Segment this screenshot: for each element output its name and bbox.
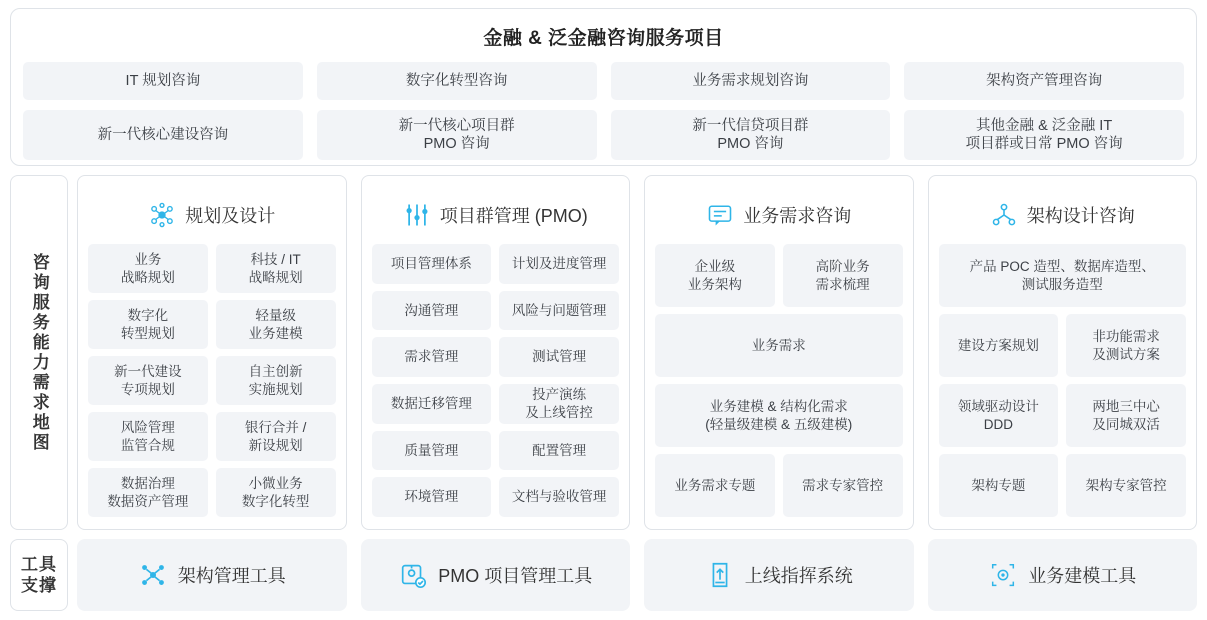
capability-cell: 项目管理体系 <box>372 244 492 284</box>
grid-row <box>88 244 336 293</box>
sliders-icon <box>403 201 431 229</box>
column-header <box>655 186 903 244</box>
capability-cell: 小微业务 数字化转型 <box>216 468 336 517</box>
capability-cell: 领域驱动设计 DDD <box>939 384 1059 447</box>
column-title: 业务需求咨询 <box>743 206 852 226</box>
top-row-2 <box>23 110 1184 160</box>
column-grid <box>372 244 620 517</box>
capability-cell: 投产演练 及上线管控 <box>499 384 619 424</box>
grid-row <box>372 384 620 424</box>
grid-row <box>372 337 620 377</box>
pmo-tool-icon <box>398 560 428 590</box>
capability-cell: 业务需求 <box>655 314 903 377</box>
top-cell: 新一代核心项目群 PMO 咨询 <box>317 110 597 160</box>
grid-row <box>88 300 336 349</box>
grid-row <box>372 431 620 471</box>
grid-row <box>939 454 1187 517</box>
capability-cell: 业务需求专题 <box>655 454 775 517</box>
column-pmo <box>361 175 631 530</box>
network-nodes-icon <box>148 201 176 229</box>
capability-cell: 建设方案规划 <box>939 314 1059 377</box>
column-grid <box>939 244 1187 517</box>
grid-row <box>939 384 1187 447</box>
capability-cell: 文档与验收管理 <box>499 477 619 517</box>
tool-label: PMO 项目管理工具 <box>438 566 593 586</box>
capability-cell: 自主创新 实施规划 <box>216 356 336 405</box>
capability-cell: 配置管理 <box>499 431 619 471</box>
deploy-tool-icon <box>705 560 735 590</box>
tool-item-architecture[interactable] <box>77 539 347 611</box>
column-header <box>939 186 1187 244</box>
capability-cell: 架构专家管控 <box>1066 454 1186 517</box>
hierarchy-icon <box>990 201 1018 229</box>
grid-row <box>655 384 903 447</box>
column-header <box>88 186 336 244</box>
capability-cell: 测试管理 <box>499 337 619 377</box>
column-header <box>372 186 620 244</box>
capability-cell: 需求管理 <box>372 337 492 377</box>
capability-cell: 轻量级 业务建模 <box>216 300 336 349</box>
capability-cell: 业务建模 & 结构化需求 (轻量级建模 & 五级建模) <box>655 384 903 447</box>
capability-cell: 新一代建设 专项规划 <box>88 356 208 405</box>
top-cell: IT 规划咨询 <box>23 62 303 100</box>
capability-cell: 风险与问题管理 <box>499 291 619 331</box>
column-title: 项目群管理 (PMO) <box>439 206 588 226</box>
capability-cell: 架构专题 <box>939 454 1059 517</box>
capability-cell: 企业级 业务架构 <box>655 244 775 307</box>
grid-row <box>655 244 903 307</box>
column-title: 规划及设计 <box>185 206 276 226</box>
tool-item-modeling[interactable] <box>928 539 1198 611</box>
capability-columns <box>77 175 1197 530</box>
capability-cell: 非功能需求 及测试方案 <box>1066 314 1186 377</box>
capability-cell: 两地三中心 及同城双活 <box>1066 384 1186 447</box>
modeling-tool-icon <box>988 560 1018 590</box>
tool-support-side-label <box>10 539 68 611</box>
side-label-text: 工具 支撑 <box>21 554 57 595</box>
top-cell: 数字化转型咨询 <box>317 62 597 100</box>
capability-cell: 产品 POC 造型、数据库造型、 测试服务造型 <box>939 244 1187 307</box>
capability-cell: 数字化 转型规划 <box>88 300 208 349</box>
capability-cell: 高阶业务 需求梳理 <box>783 244 903 307</box>
tool-label: 上线指挥系统 <box>744 566 853 586</box>
tool-item-deploy[interactable] <box>644 539 914 611</box>
tool-item-pmo[interactable] <box>361 539 631 611</box>
capability-cell: 环境管理 <box>372 477 492 517</box>
grid-row <box>939 314 1187 377</box>
column-grid <box>88 244 336 517</box>
capability-map-side-label <box>10 175 68 530</box>
side-label-text: 咨询服务能力需求地图 <box>29 252 49 453</box>
capability-map-section <box>10 175 1197 530</box>
top-panel <box>10 8 1197 166</box>
capability-cell: 风险管理 监管合规 <box>88 412 208 461</box>
capability-cell: 沟通管理 <box>372 291 492 331</box>
capability-cell: 数据治理 数据资产管理 <box>88 468 208 517</box>
architecture-tool-icon <box>138 560 168 590</box>
tool-label: 业务建模工具 <box>1028 566 1137 586</box>
capability-cell: 银行合并 / 新设规划 <box>216 412 336 461</box>
grid-row <box>372 244 620 284</box>
capability-cell: 业务 战略规划 <box>88 244 208 293</box>
grid-row <box>655 454 903 517</box>
tool-list <box>77 539 1197 611</box>
grid-row <box>655 314 903 377</box>
column-title: 架构设计咨询 <box>1026 206 1135 226</box>
capability-cell: 质量管理 <box>372 431 492 471</box>
page-title: 金融 & 泛金融咨询服务项目 <box>483 28 724 49</box>
capability-cell: 需求专家管控 <box>783 454 903 517</box>
grid-row <box>88 468 336 517</box>
column-architecture-design <box>928 175 1198 530</box>
column-grid <box>655 244 903 517</box>
top-cell: 其他金融 & 泛金融 IT 项目群或日常 PMO 咨询 <box>904 110 1184 160</box>
capability-cell: 计划及进度管理 <box>499 244 619 284</box>
top-cell: 业务需求规划咨询 <box>611 62 891 100</box>
top-cell: 新一代信贷项目群 PMO 咨询 <box>611 110 891 160</box>
top-cell: 新一代核心建设咨询 <box>23 110 303 160</box>
grid-row <box>372 291 620 331</box>
column-planning-design <box>77 175 347 530</box>
grid-row <box>88 356 336 405</box>
capability-cell: 数据迁移管理 <box>372 384 492 424</box>
grid-row <box>372 477 620 517</box>
tool-support-section <box>10 539 1197 611</box>
tool-label: 架构管理工具 <box>177 566 286 586</box>
grid-row <box>939 244 1187 307</box>
grid-row <box>88 412 336 461</box>
top-cell: 架构资产管理咨询 <box>904 62 1184 100</box>
capability-cell: 科技 / IT 战略规划 <box>216 244 336 293</box>
speech-bubble-icon <box>706 201 734 229</box>
column-business-requirements <box>644 175 914 530</box>
top-row-1 <box>23 62 1184 100</box>
